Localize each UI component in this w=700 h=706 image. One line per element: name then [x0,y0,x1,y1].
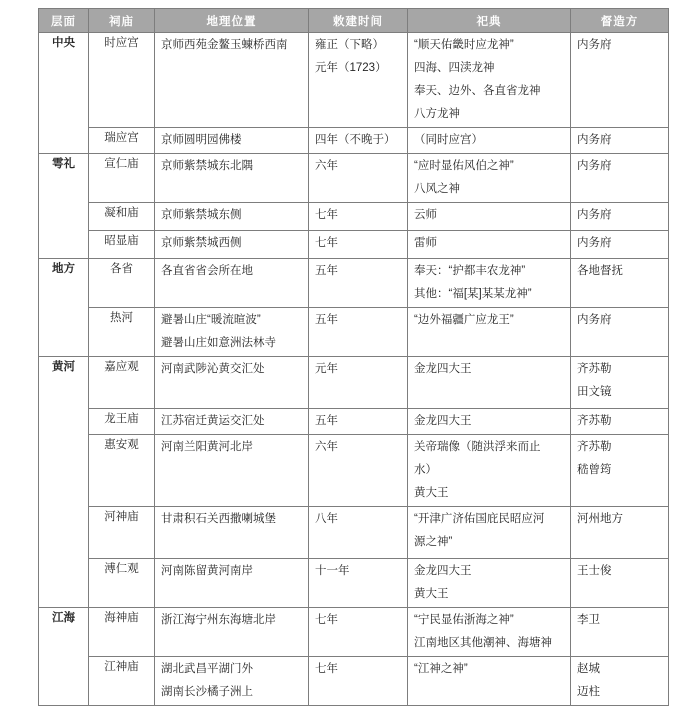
location-line: 湖北武昌平湖门外 [161,663,253,675]
column-header-temple: 祠庙 [89,9,155,33]
table-row [39,608,669,657]
builder-line: 内务府 [577,209,612,221]
builder-line: 河州地方 [577,513,623,525]
builder-cell [571,409,669,435]
rites-cell [408,409,571,435]
time-line: 元年（1723） [315,62,387,74]
location-line: 河南武陟沁黄交汇处 [161,363,265,375]
time-line: 八年 [315,513,338,525]
rites-line: （同时应宫） [414,134,483,146]
location-cell [155,657,309,706]
time-line: 五年 [315,314,338,326]
builder-cell [571,559,669,608]
temple-cell: 宣仁庙 [89,154,155,203]
table-row [39,33,669,128]
layer-cell-yuli: 雩礼 [39,154,89,259]
location-cell [155,128,309,154]
rites-cell [408,507,571,559]
time-line: 七年 [315,614,338,626]
time-cell [309,559,408,608]
rites-cell [408,657,571,706]
rites-cell [408,308,571,357]
rites-line: 江南地区其他潮神、海塘神 [414,637,552,649]
location-cell [155,559,309,608]
temple-cell: 时应宫 [89,33,155,128]
rites-cell [408,559,571,608]
time-line: 元年 [315,363,338,375]
column-header-layer: 层面 [39,9,89,33]
location-cell [155,203,309,231]
builder-line: 齐苏勒 [577,415,612,427]
location-cell [155,409,309,435]
builder-line: 各地督抚 [577,265,623,277]
time-cell [309,608,408,657]
time-cell [309,308,408,357]
builder-cell [571,435,669,507]
rites-line: 奉天、边外、各直省龙神 [414,85,541,97]
time-line: 七年 [315,237,338,249]
location-cell [155,308,309,357]
builder-cell [571,231,669,259]
layer-cell-local: 地方 [39,259,89,357]
rites-cell [408,435,571,507]
location-line: 京师紫禁城东侧 [161,209,242,221]
location-line: 京师圆明园佛楼 [161,134,242,146]
location-cell [155,231,309,259]
rites-line: 云师 [414,209,437,221]
builder-cell [571,154,669,203]
builder-cell [571,259,669,308]
rites-cell [408,259,571,308]
column-header-rites: 祀典 [408,9,571,33]
location-line: 避暑山庄如意洲法林寺 [161,337,276,349]
layer-cell-central: 中央 [39,33,89,154]
table-row [39,657,669,706]
table-row [39,507,669,559]
location-cell [155,33,309,128]
table-row [39,259,669,308]
rites-line: 黄大王 [414,588,449,600]
time-cell [309,259,408,308]
builder-line: 内务府 [577,134,612,146]
rites-cell [408,128,571,154]
builder-line: 田文镜 [577,386,612,398]
rites-line: “宁民显佑浙海之神” [414,614,514,626]
location-cell [155,154,309,203]
location-line: 各直省省会所在地 [161,265,253,277]
rites-line: 金龙四大王 [414,363,472,375]
builder-line: 内务府 [577,160,612,172]
time-cell [309,128,408,154]
table-row [39,308,669,357]
rites-cell [408,231,571,259]
rites-line: 奉天：“护都丰农龙神” [414,265,526,277]
rites-line: 金龙四大王 [414,415,472,427]
temple-cell: 热河 [89,308,155,357]
layer-cell-yellow-river: 黄河 [39,357,89,608]
location-line: 甘肃积石关西撒喇城堡 [161,513,276,525]
table-row [39,128,669,154]
layer-cell-rivers-seas: 江海 [39,608,89,706]
time-cell [309,33,408,128]
rites-cell [408,154,571,203]
location-line: 京师西苑金鳌玉蝀桥西南 [161,39,288,51]
time-cell [309,357,408,409]
table-row [39,231,669,259]
time-cell [309,507,408,559]
table-row [39,435,669,507]
location-line: 京师紫禁城西侧 [161,237,242,249]
location-line: 避暑山庄“暖流暄波” [161,314,261,326]
rites-line: “开津广济佑国庇民昭应河 [414,513,545,525]
rites-cell [408,608,571,657]
rites-cell [408,33,571,128]
table-row [39,409,669,435]
time-line: 七年 [315,663,338,675]
time-cell [309,154,408,203]
builder-cell [571,357,669,409]
location-line: 河南兰阳黄河北岸 [161,441,253,453]
rites-line: 八方龙神 [414,108,460,120]
time-cell [309,203,408,231]
rites-line: 源之神” [414,536,453,548]
time-line: 六年 [315,441,338,453]
temple-table [38,8,669,706]
location-cell [155,507,309,559]
temple-table-container [38,8,669,706]
table-row [39,154,669,203]
table-row [39,559,669,608]
temple-cell: 嘉应观 [89,357,155,409]
header-row [39,9,669,33]
location-cell [155,435,309,507]
rites-cell [408,203,571,231]
temple-cell: 溥仁观 [89,559,155,608]
builder-line: 王士俊 [577,565,612,577]
builder-line: 李卫 [577,614,600,626]
builder-cell [571,128,669,154]
temple-cell: 惠安观 [89,435,155,507]
builder-line: 内务府 [577,39,612,51]
builder-cell [571,33,669,128]
builder-line: 齐苏勒 [577,363,612,375]
column-header-location: 地理位置 [155,9,309,33]
temple-cell: 龙王庙 [89,409,155,435]
column-header-builder: 督造方 [571,9,669,33]
time-line: 七年 [315,209,338,221]
column-header-time: 敕建时间 [309,9,408,33]
rites-line: 水） [414,464,437,476]
rites-line: 黄大王 [414,487,449,499]
time-line: 雍正（下略） [315,39,384,51]
time-line: 六年 [315,160,338,172]
rites-line: “江神之神” [414,663,468,675]
builder-line: 内务府 [577,237,612,249]
table-row [39,357,669,409]
rites-line: 金龙四大王 [414,565,472,577]
temple-cell: 昭显庙 [89,231,155,259]
time-cell [309,435,408,507]
time-cell [309,657,408,706]
time-line: 四年（不晚于） [315,134,396,146]
location-line: 湖南长沙橘子洲上 [161,686,253,698]
temple-cell: 各省 [89,259,155,308]
location-cell [155,357,309,409]
location-line: 河南陈留黄河南岸 [161,565,253,577]
builder-line: 迈柱 [577,686,600,698]
rites-line: “边外福疆广应龙王” [414,314,514,326]
builder-cell [571,507,669,559]
builder-line: 齐苏勒 [577,441,612,453]
table-row [39,203,669,231]
temple-cell: 海神庙 [89,608,155,657]
builder-line: 嵇曾筠 [577,464,612,476]
builder-cell [571,308,669,357]
rites-line: 其他：“福[某]某某龙神” [414,288,532,300]
builder-line: 赵城 [577,663,600,675]
location-line: 京师紫禁城东北隅 [161,160,253,172]
builder-cell [571,608,669,657]
rites-line: 八风之神 [414,183,460,195]
builder-line: 内务府 [577,314,612,326]
rites-line: 四海、四渎龙神 [414,62,495,74]
time-cell [309,231,408,259]
temple-cell: 瑞应宫 [89,128,155,154]
temple-cell: 江神庙 [89,657,155,706]
time-line: 五年 [315,415,338,427]
location-cell [155,259,309,308]
location-cell [155,608,309,657]
time-line: 十一年 [315,565,350,577]
temple-cell: 凝和庙 [89,203,155,231]
rites-cell [408,357,571,409]
rites-line: 雷师 [414,237,437,249]
time-cell [309,409,408,435]
location-line: 江苏宿迁黄运交汇处 [161,415,265,427]
builder-cell [571,203,669,231]
temple-cell: 河神庙 [89,507,155,559]
rites-line: “应时显佑风伯之神” [414,160,514,172]
time-line: 五年 [315,265,338,277]
location-line: 浙江海宁州东海塘北岸 [161,614,276,626]
rites-line: 关帝瑞像（随洪浮来而止 [414,441,541,453]
rites-line: “顺天佑畿时应龙神” [414,39,514,51]
builder-cell [571,657,669,706]
